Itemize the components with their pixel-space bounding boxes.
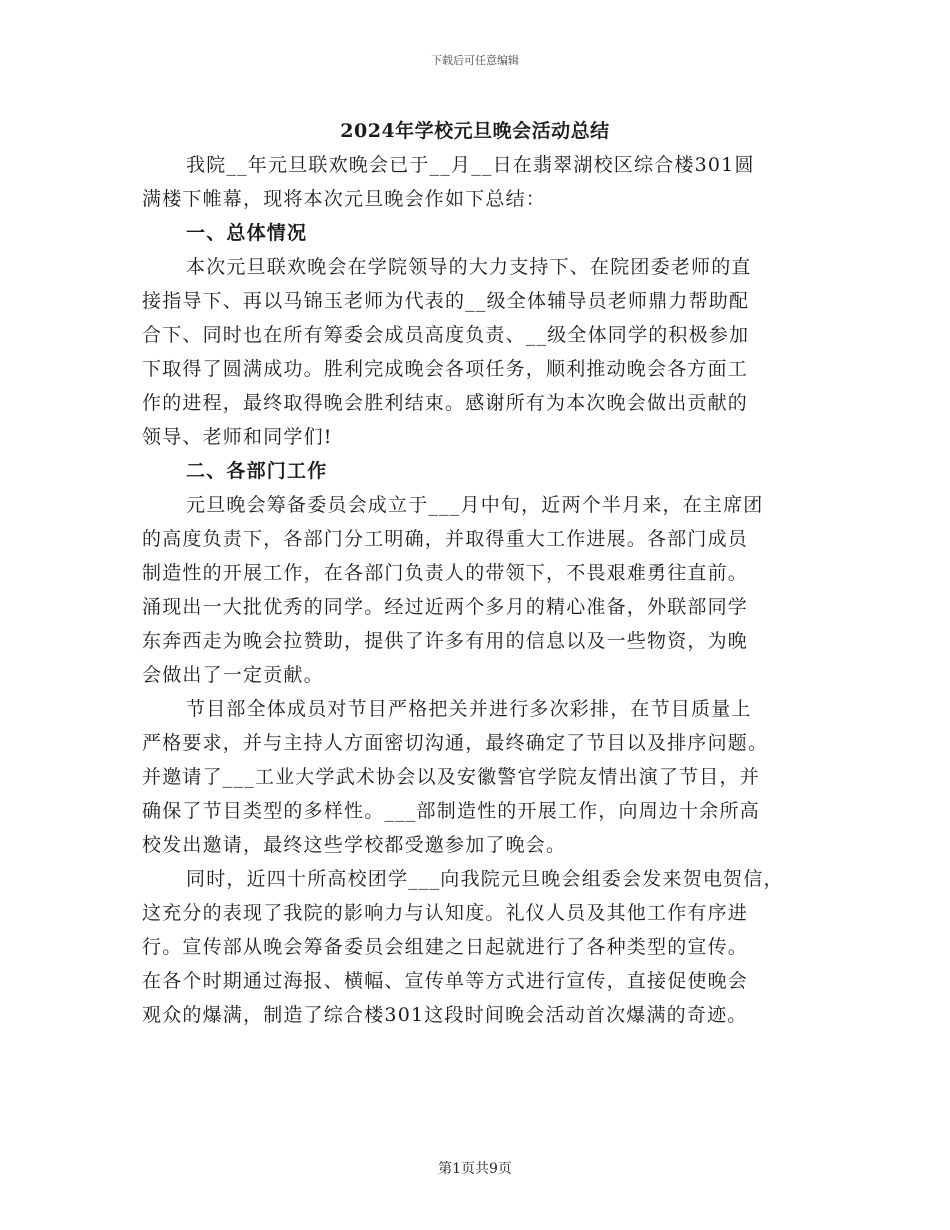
paragraph-line: 行。宣传部从晚会筹备委员会组建之日起就进行了各种类型的宣传。	[142, 936, 749, 958]
paragraph-line: 接指导下、再以马锦玉老师为代表的__级全体辅导员老师鼎力帮助配	[142, 290, 750, 312]
paragraph-line: 下取得了圆满成功。胜利完成晚会各项任务，顺利推动晚会各方面工	[142, 358, 749, 380]
section-heading: 二、各部门工作	[186, 460, 328, 482]
paragraph-line: 并邀请了___工业大学武术协会以及安徽警官学院友情出演了节目，并	[142, 766, 760, 788]
paragraph-line: 涌现出一大批优秀的同学。经过近两个多月的精心准备，外联部同学	[142, 596, 749, 618]
paragraph-line: 我院__年元旦联欢晚会已于__月__日在翡翠湖校区综合楼301圆	[186, 154, 755, 176]
paragraph-line: 在各个时期通过海报、横幅、宣传单等方式进行宣传，直接促使晚会	[142, 970, 749, 992]
paragraph-line: 作的进程，最终取得晚会胜利结束。感谢所有为本次晚会做出贡献的	[142, 392, 749, 414]
document-title: 2024年学校元旦晚会活动总结	[340, 120, 610, 142]
section-heading: 一、总体情况	[186, 222, 308, 244]
paragraph-line: 校发出邀请，最终这些学校都受邀参加了晚会。	[142, 834, 567, 856]
paragraph-line: 观众的爆满，制造了综合楼301这段时间晚会活动首次爆满的奇迹。	[142, 1004, 748, 1026]
paragraph-line: 东奔西走为晚会拉赞助，提供了许多有用的信息以及一些物资，为晚	[142, 630, 749, 652]
paragraph-line: 元旦晚会筹备委员会成立于___月中旬，近两个半月来，在主席团	[186, 494, 764, 516]
paragraph-line: 本次元旦联欢晚会在学院领导的大力支持下、在院团委老师的直	[186, 256, 752, 278]
paragraph-line: 的高度负责下，各部门分工明确，并取得重大工作进展。各部门成员	[142, 528, 749, 550]
paragraph-line: 领导、老师和同学们!	[142, 426, 333, 448]
page-number: 第1页共9页	[438, 1161, 512, 1177]
paragraph-line: 节目部全体成员对节目严格把关并进行多次彩排，在节目质量上	[186, 698, 752, 720]
document-body	[142, 148, 822, 1032]
paragraph-line: 满楼下帷幕，现将本次元旦晚会作如下总结：	[142, 188, 547, 210]
paragraph-line: 制造性的开展工作，在各部门负责人的带领下，不畏艰难勇往直前。	[142, 562, 749, 584]
paragraph-line: 确保了节目类型的多样性。___部制造性的开展工作，向周边十余所高	[142, 800, 760, 822]
paragraph-line: 合下、同时也在所有筹委会成员高度负责、__级全体同学的积极参加	[142, 324, 750, 346]
paragraph-line: 会做出了一定贡献。	[142, 664, 324, 686]
paragraph-line: 这充分的表现了我院的影响力与认知度。礼仪人员及其他工作有序进	[142, 902, 749, 924]
paragraph-line: 严格要求，并与主持人方面密切沟通，最终确定了节目以及排序问题。	[142, 732, 769, 754]
page-header: 下载后可任意编辑	[431, 54, 519, 67]
paragraph-line: 同时，近四十所高校团学___向我院元旦晚会组委会发来贺电贺信，	[186, 868, 784, 890]
